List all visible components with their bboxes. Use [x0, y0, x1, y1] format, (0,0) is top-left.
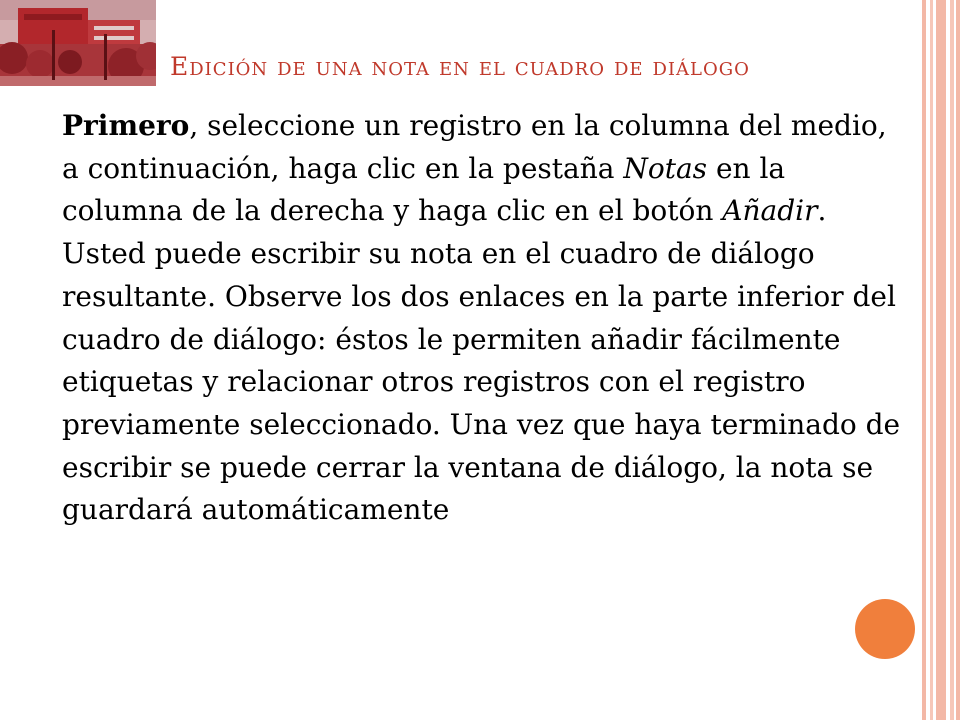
- stripes-graphic: [916, 0, 960, 720]
- body-text-part-1: , seleccione un registro en la columna del medio, a continuación, haga clic en la pestaña: [62, 109, 887, 185]
- building-photo-image: [0, 0, 156, 86]
- body-paragraph: [62, 105, 912, 532]
- orange-circle-decoration: [855, 599, 915, 659]
- body-text-part-2: en la columna de la derecha y haga clic en el botón: [62, 151, 786, 228]
- body-bold-lead: Primero: [62, 109, 190, 142]
- body-text-part-3: . Usted puede escribir su nota en el cuadro de diálogo resultante. Observe los dos enlaces en la parte inferior del cuadro de diálogo: éstos le permiten añadir fácilmente etiquetas y relacionar otros registros con el registro previamente seleccionado. Una vez que haya terminado de escribir se puede cerrar la ventana de diálogo, la nota se guardará automáticamente: [62, 194, 901, 527]
- right-decorative-stripes: [916, 0, 960, 720]
- body-italic-notas: Notas: [623, 151, 708, 185]
- building-photo: [0, 0, 156, 86]
- body-italic-anadir: Añadir: [722, 194, 818, 228]
- slide-title: Edición de una nota en el cuadro de diálogo: [170, 52, 750, 81]
